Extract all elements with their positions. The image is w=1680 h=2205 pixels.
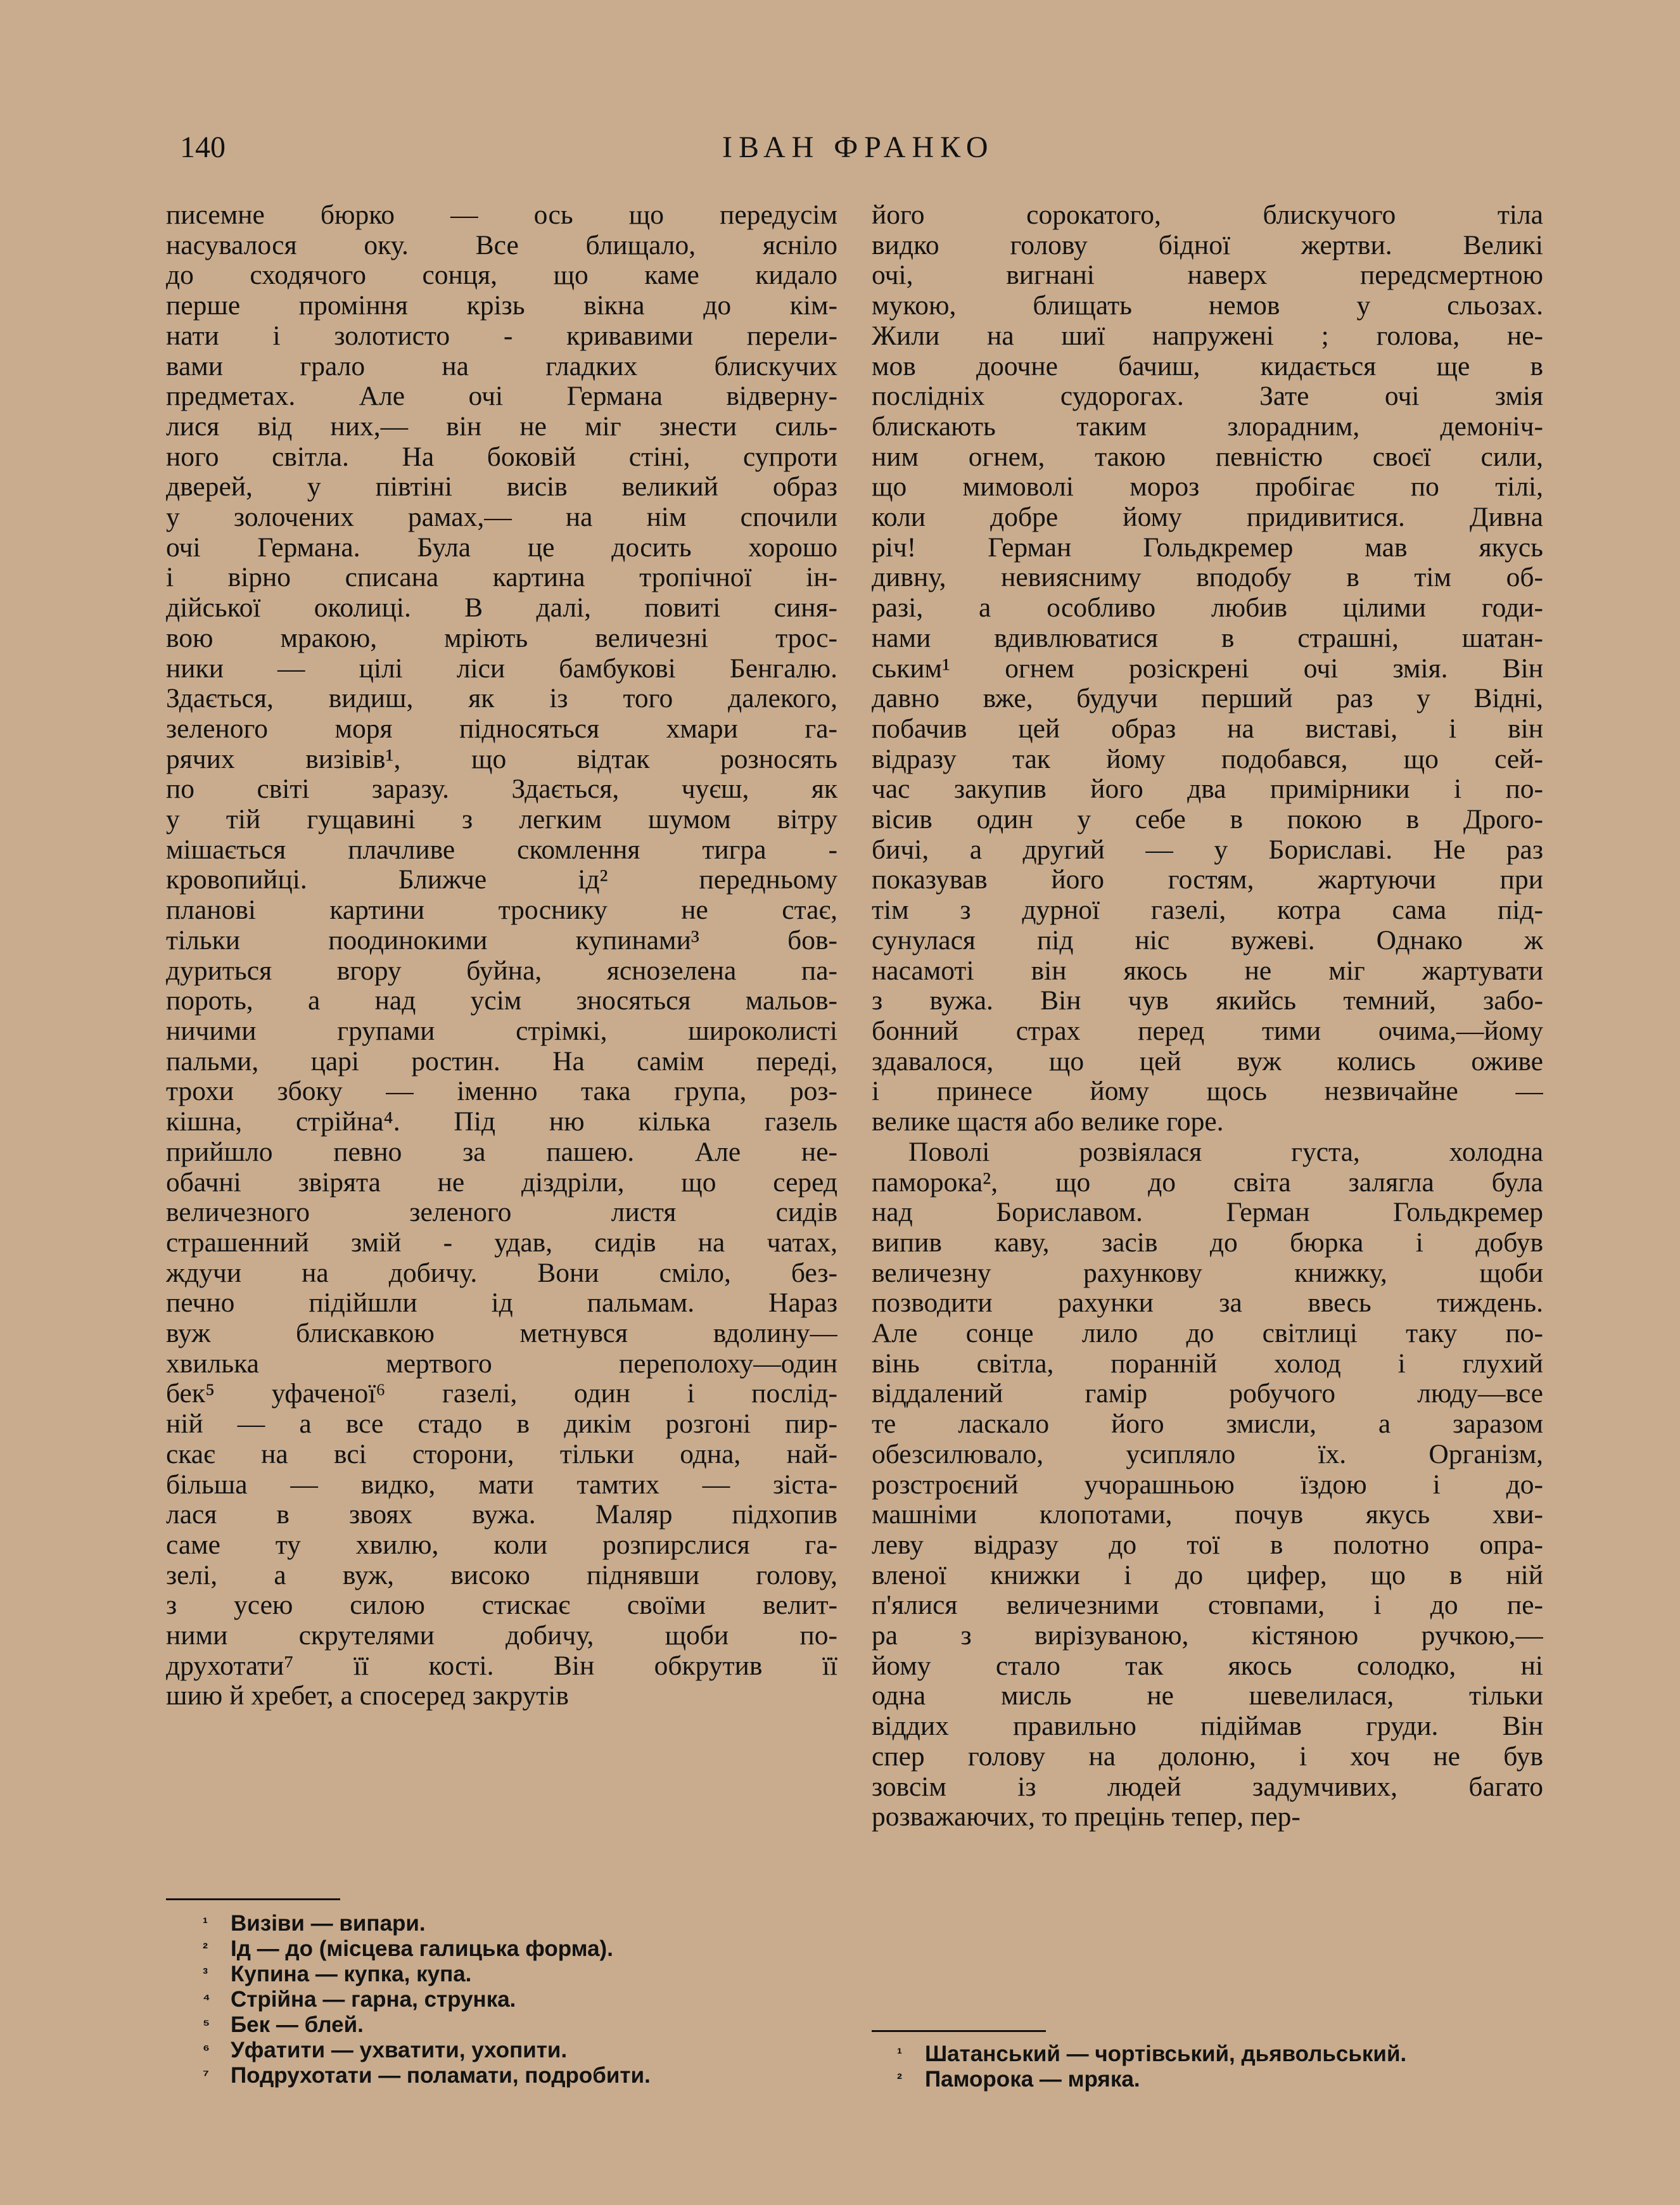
- text-line: дивну, невияснимy вподобу в тім об-: [872, 563, 1543, 593]
- text-line: бонний страх перед тими очима,—йому: [872, 1016, 1543, 1046]
- footnote-mark: ²: [203, 1940, 208, 1957]
- footnote-mark: ⁶: [203, 2042, 210, 2059]
- footnote-text: Ід — до (місцева галицька форма).: [231, 1936, 613, 1961]
- text-line: з вужа. Він чув якийсь темний, забо-: [872, 986, 1543, 1016]
- footnote-text: Паморока — мряка.: [925, 2067, 1140, 2092]
- text-line: видко голову бідної жертви. Великі: [872, 230, 1543, 260]
- text-line: велике щастя або велике горе.: [872, 1107, 1224, 1137]
- text-line: очі, вигнані наверх передсмертною: [872, 260, 1543, 291]
- text-line: дуриться вгору буйна, яснозелена па-: [166, 955, 837, 986]
- text-line: нати і золотисто - кривавими перели-: [166, 321, 837, 351]
- right-footnotes: [897, 2042, 1569, 2092]
- text-line: блискають таким злорадним, демоніч-: [872, 411, 1543, 442]
- text-line: річ! Герман Гольдкремер мав якусь: [872, 532, 1543, 563]
- text-line: випив каву, засів до бюрка і добув: [872, 1227, 1543, 1258]
- footnote-mark: ⁴: [203, 1991, 210, 2008]
- text-line: ничими групами стрімкі, широколисті: [166, 1016, 837, 1046]
- footnote-text: Шатанський — чортівський, дьявольський.: [925, 2042, 1407, 2066]
- footnote-text: Купина — купка, купа.: [231, 1962, 472, 1986]
- text-line: тільки поодинокими купинами³ бов-: [166, 925, 837, 955]
- text-line: відразу так йому подобався, що сей-: [872, 744, 1543, 774]
- text-line: бек⁵ уфаченої⁶ газелі, один і послід-: [166, 1379, 837, 1409]
- footnote-text: Уфатити — ухватити, ухопити.: [231, 2038, 568, 2062]
- text-line: те ласкало його змисли, а заразом: [872, 1409, 1543, 1440]
- text-line: мов доочне бачиш, кидається ще в: [872, 351, 1543, 381]
- text-line: кішна, стрійна⁴. Під ню кілька газель: [166, 1107, 837, 1137]
- text-line: ра з вирізуваною, кістяною ручкою,—: [872, 1621, 1543, 1651]
- text-line: предметах. Але очі Германа відверну-: [166, 381, 837, 412]
- text-line: одна мисль не шевелилася, тільки: [872, 1681, 1543, 1711]
- footnote: [203, 2038, 874, 2063]
- text-line: зелі, а вуж, високо піднявши голову,: [166, 1560, 837, 1590]
- text-line: страшенний змій - удав, сидів на чатах,: [166, 1227, 837, 1258]
- text-line: рячих визівів¹, що відтак розносять: [166, 744, 837, 774]
- left-footnote-rule: [166, 1898, 340, 1900]
- text-line: саме ту хвилю, коли розпирслися га-: [166, 1530, 837, 1560]
- text-line: трохи збоку — іменно така група, роз-: [166, 1077, 837, 1107]
- footnote: [897, 2042, 1569, 2067]
- text-line: очі Германа. Була це досить хорошо: [166, 532, 837, 563]
- text-line: печно підійшли ід пальмам. Нараз: [166, 1288, 837, 1319]
- text-line: над Бориславом. Герман Гольдкремер: [872, 1198, 1543, 1228]
- text-line: коли добре йому придивитися. Дивна: [872, 502, 1543, 533]
- text-line: пальми, царі ростин. На самім переді,: [166, 1046, 837, 1077]
- text-line: шию й хребет, а спосеред закрутів: [166, 1681, 569, 1711]
- text-line: пороть, а над усім зносяться мальов-: [166, 986, 837, 1016]
- text-line: вленої книжки і до цифер, що в ній: [872, 1560, 1543, 1590]
- text-line: дверей, у півтіні висів великий образ: [166, 472, 837, 502]
- text-line: величезну рахункову книжку, щоби: [872, 1258, 1543, 1288]
- footnote-mark: ⁷: [203, 2067, 209, 2084]
- footnote: [203, 2012, 874, 2038]
- text-line: показував його гостям, жартуючи при: [872, 865, 1543, 895]
- left-footnotes: [203, 1911, 874, 2088]
- text-line: ними скрутелями добичу, щоби по-: [166, 1621, 837, 1651]
- text-line: насамоті він якось не міг жартувати: [872, 955, 1543, 986]
- text-line: ники — цілі ліси бамбукові Бенгалю.: [166, 653, 837, 684]
- text-line: мукою, блищать немов у сльозах.: [872, 291, 1543, 321]
- text-line: по світі заразу. Здається, чуєш, як: [166, 774, 837, 805]
- text-line: здавалося, що цей вуж колись оживе: [872, 1046, 1543, 1077]
- right-column: [872, 200, 1543, 1832]
- text-line: розважаючих, то прецінь тепер, пер-: [872, 1802, 1301, 1832]
- text-line: прийшло певно за пашею. Але не-: [166, 1137, 837, 1167]
- text-line: перше проміння крізь вікна до кім-: [166, 291, 837, 321]
- footnote-mark: ¹: [203, 1915, 208, 1932]
- footnote-text: Подрухотати — поламати, подробити.: [231, 2063, 651, 2088]
- text-line: ній — а все стадо в дикім розгоні пир-: [166, 1409, 837, 1440]
- text-line: дійської околиці. В далі, повиті синя-: [166, 593, 837, 623]
- footnote-text: Визіви — випари.: [231, 1911, 426, 1936]
- text-line: Але сонце лило до світлиці таку по-: [872, 1319, 1543, 1349]
- text-line: віддих правильно підіймав груди. Він: [872, 1711, 1543, 1742]
- text-line: величезного зеленого листя сидів: [166, 1198, 837, 1228]
- footnote-mark: ³: [203, 1965, 208, 1983]
- text-line: Поволі розвіялася густа, холодна: [908, 1137, 1543, 1167]
- text-line: кровопийці. Ближче ід² передньому: [166, 865, 837, 895]
- text-line: ним огнем, такою певністю своєї сили,: [872, 442, 1543, 472]
- text-line: п'ялися величезними стовпами, і до пе-: [872, 1590, 1543, 1621]
- text-line: насувалося оку. Все блищало, ясніло: [166, 230, 837, 260]
- text-line: з усею силою стискає своїми велит-: [166, 1590, 837, 1621]
- left-column: [166, 200, 837, 1711]
- text-line: обачні звірята не діздріли, що серед: [166, 1167, 837, 1198]
- text-line: йому стало так якось солодко, ні: [872, 1651, 1543, 1681]
- text-line: давно вже, будучи перший раз у Відні,: [872, 684, 1543, 714]
- text-line: ного світла. На боковій стіні, супроти: [166, 442, 837, 472]
- right-footnote-rule: [872, 2030, 1046, 2032]
- footnote-text: Стрійна — гарна, струнка.: [231, 1987, 516, 2012]
- text-line: леву відразу до тої в полотно опра-: [872, 1530, 1543, 1560]
- text-line: і принесе йому щось незвичайне —: [872, 1077, 1543, 1107]
- text-line: Здається, видиш, як із того далекого,: [166, 684, 837, 714]
- text-line: і вірно списана картина тропічної ін-: [166, 563, 837, 593]
- footnote: [897, 2067, 1569, 2092]
- text-line: сунулася під ніс вужеві. Однако ж: [872, 925, 1543, 955]
- footnote-mark: ¹: [897, 2045, 902, 2062]
- text-line: у золочених рамах,— на нім спочили: [166, 502, 837, 533]
- text-line: обезсилювало, усипляло їх. Організм,: [872, 1439, 1543, 1469]
- text-line: побачив цей образ на виставі, і він: [872, 713, 1543, 744]
- text-line: паморока², що до світа залягла була: [872, 1167, 1543, 1198]
- text-line: вінь світла, поранній холод і глухий: [872, 1348, 1543, 1379]
- footnote: [203, 1911, 874, 1936]
- running-head: ІВАН ФРАНКО: [722, 131, 995, 164]
- text-line: нами вдивлюватися в страшні, шатан-: [872, 623, 1543, 653]
- text-line: вуж блискавкою метнувся вдолину—: [166, 1319, 837, 1349]
- text-line: вою мракою, мріють величезні трос-: [166, 623, 837, 653]
- footnote: [203, 1936, 874, 1962]
- text-line: його сорокатого, блискучого тіла: [872, 200, 1543, 230]
- footnote-mark: ⁵: [203, 2016, 210, 2033]
- text-line: час закупив його два примірники і по-: [872, 774, 1543, 805]
- text-line: віддалений гамір робучого люду—все: [872, 1379, 1543, 1409]
- page-number: 140: [180, 131, 226, 164]
- text-line: лася в звоях вужа. Маляр підхопив: [166, 1500, 837, 1530]
- text-line: скає на всі сторони, тільки одна, най-: [166, 1439, 837, 1469]
- text-line: ським¹ огнем розіскрені очі змія. Він: [872, 653, 1543, 684]
- footnote: [203, 1987, 874, 2012]
- text-line: мішається плачливе скомлення тигра -: [166, 834, 837, 865]
- text-line: ждучи на добичу. Вони сміло, без-: [166, 1258, 837, 1288]
- text-line: у тій гущавині з легким шумом вітру: [166, 805, 837, 835]
- text-line: планові картини троснику не стає,: [166, 895, 837, 926]
- text-line: вісив один у себе в покою в Дрого-: [872, 805, 1543, 835]
- footnote-text: Бек — блей.: [231, 2012, 364, 2037]
- text-line: бичі, а другий — у Бориславі. Не раз: [872, 834, 1543, 865]
- text-line: до сходячого сонця, що каме кидало: [166, 260, 837, 291]
- text-line: зовсім із людей задумчивих, багато: [872, 1772, 1543, 1802]
- text-line: що мимоволі мороз пробігає по тілі,: [872, 472, 1543, 502]
- text-line: друхотати⁷ її кості. Він обкрутив її: [166, 1651, 837, 1681]
- text-line: спер голову на долоню, і хоч не був: [872, 1741, 1543, 1772]
- footnote-mark: ²: [897, 2071, 902, 2088]
- text-line: вами грало на гладких блискучих: [166, 351, 837, 381]
- footnote: [203, 2063, 874, 2088]
- text-line: писемне бюрко — ось що передусім: [166, 200, 837, 230]
- text-line: лися від них,— він не міг знести силь-: [166, 411, 837, 442]
- text-line: послідніх судорогах. Зате очі змія: [872, 381, 1543, 412]
- text-line: зеленого моря підносяться хмари га-: [166, 713, 837, 744]
- footnote: [203, 1962, 874, 1987]
- text-line: тім з дурної газелі, котра сама під-: [872, 895, 1543, 926]
- text-line: позводити рахунки за ввесь тиждень.: [872, 1288, 1543, 1319]
- text-line: Жили на шиї напружені ; голова, не-: [872, 321, 1543, 351]
- text-line: розстроєний учорашньою їздою і до-: [872, 1469, 1543, 1500]
- text-line: машніми клопотами, почув якусь хви-: [872, 1500, 1543, 1530]
- text-line: більша — видко, мати тамтих — зіста-: [166, 1469, 837, 1500]
- text-line: разі, а особливо любив цілими годи-: [872, 593, 1543, 623]
- text-line: хвилька мертвого переполоху—один: [166, 1348, 837, 1379]
